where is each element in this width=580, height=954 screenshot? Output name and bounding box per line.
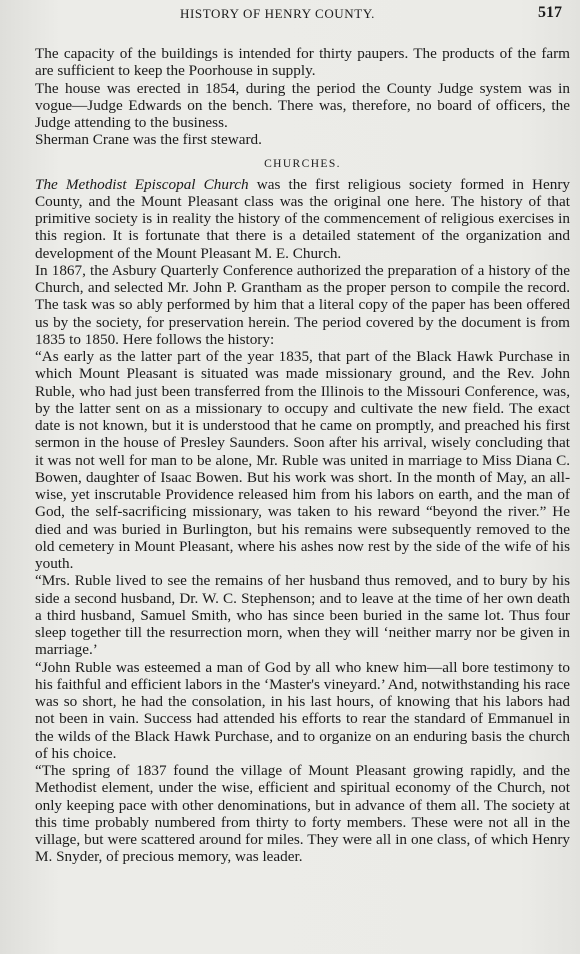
section-lead-text: was the first religious society formed in Henry County, and the Mount Pleasant class was the original one here. The history of that primitive society is in reality the history of the commencement of religious exercises in this region. It is fortunate that there is a detailed statement of the organization and development of the Mount Pleasant M. E. Church. xyxy=(35,175,570,262)
section-heading: CHURCHES. xyxy=(264,157,341,170)
intro-paragraph: Sherman Crane was the first steward. xyxy=(35,131,262,149)
body-paragraph: “Mrs. Ruble lived to see the remains of her husband thus removed, and to bury by his side a second husband, Dr. W. C. Stephenson; and to leave at the time of her own death a third husband, Samuel Smith, who has since been buried in the same lot. Thus four sleep together till the resurrection morn, when they will ‘neither marry nor be given in marriage.’ xyxy=(35,572,570,659)
intro-paragraph: The house was erected in 1854, during the period the County Judge system was in vogue—Judge Edwards on the bench. There was, therefore, no board of officers, the Judge attending to the business. xyxy=(35,79,570,131)
page-number: 517 xyxy=(538,4,562,21)
section-lead-paragraph xyxy=(35,176,570,262)
church-name: The Methodist Episcopal Church xyxy=(35,175,249,193)
page-body xyxy=(35,45,570,866)
running-head-title: HISTORY OF HENRY COUNTY. xyxy=(180,6,375,21)
body-paragraph: “As early as the latter part of the year 1835, that part of the Black Hawk Purchase in which Mount Pleasant is situated was made missionary ground, and the Rev. John Ruble, who had just been transferred from the Illinois to the Missouri Conference, was, by the latter sent on as a missionary to occupy and cultivate the new field. The exact date is not known, but it is understood that he came on promptly, and preached his first sermon in the house of Presley Saunders. Soon after his arrival, wisely concluding that it was not well for man to be alone, Mr. Ruble was united in marriage to Miss Diana C. Bowen, daughter of Isaac Bowen. But his work was short. In the month of May, an all-wise, yet inscrutable Providence released him from his labors on earth, and the man of God, the self-sacrificing missionary, was taken to his reward “beyond the river.” He died and was buried in Burlington, but his remains were subsequently removed to the old cemetery in Mount Pleasant, where his ashes now rest by the side of the wife of his youth. xyxy=(35,348,570,572)
body-paragraph: In 1867, the Asbury Quarterly Conference authorized the preparation of a history of the Church, and selected Mr. John P. Grantham as the proper person to compile the record. The task was so ably performed by him that a literal copy of the paper has been offered us by the society, for preservation herein. The period covered by the document is from 1835 to 1850. Here follows the history: xyxy=(35,261,570,348)
intro-paragraph: The capacity of the buildings is intended for thirty paupers. The products of the farm are sufficient to keep the Poorhouse in supply. xyxy=(35,45,570,80)
body-paragraph: “John Ruble was esteemed a man of God by all who knew him—all bore testimony to his faithful and efficient labors in the ‘Master's vineyard.’ And, notwithstanding his race was so short, he had the consolation, in his last hours, of knowing that his labors had not been in vain. Success had attended his efforts to rear the standard of Emmanuel in the wilds of the Black Hawk Purchase, and to organize on an enduring basis the church of his choice. xyxy=(35,658,570,762)
body-paragraph: “The spring of 1837 found the village of Mount Pleasant growing rapidly, and the Methodist element, under the wise, efficient and spiritual economy of the Church, not only keeping pace with other denominations, but in advance of them all. The society at this time probably numbered from thirty to forty members. These were not all in the village, but were scattered around for miles. They were all in one class, of which Henry M. Snyder, of precious memory, was leader. xyxy=(35,762,570,866)
running-head xyxy=(35,5,570,27)
